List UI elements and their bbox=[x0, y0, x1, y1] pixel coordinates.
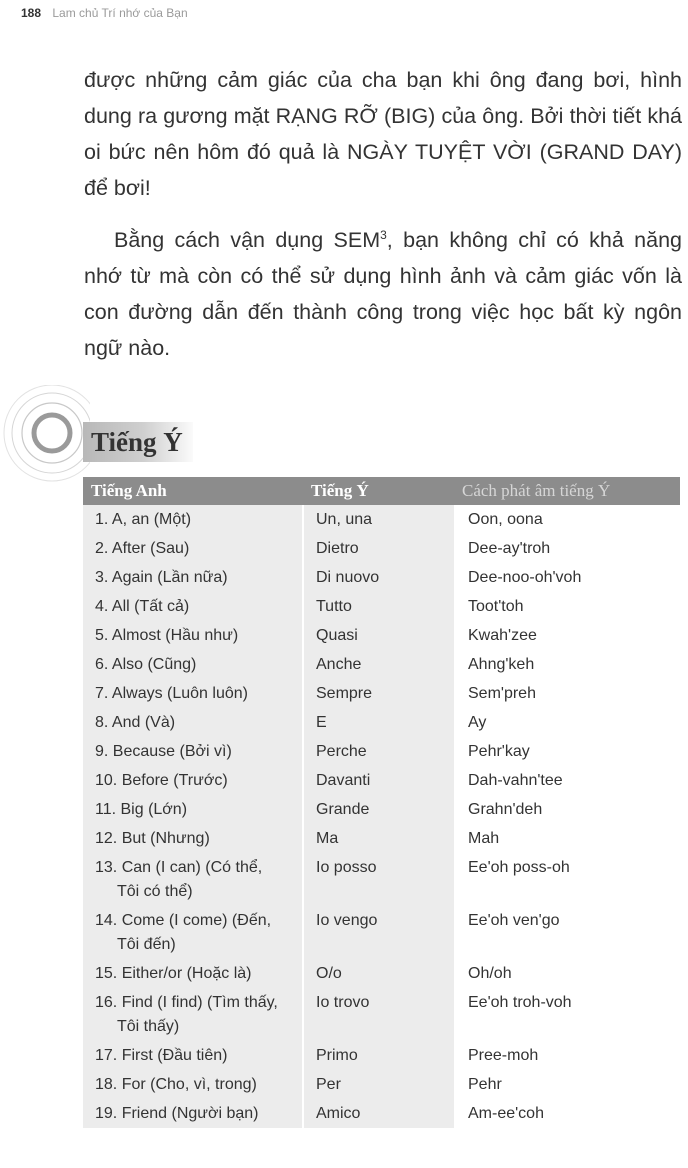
english-word-line: 2. After (Sau) bbox=[95, 540, 190, 557]
english-word-line: 17. First (Đầu tiên) bbox=[95, 1047, 228, 1064]
english-word bbox=[83, 650, 303, 679]
pronunciation: Sem'preh bbox=[454, 679, 680, 708]
english-word-line: 5. Almost (Hầu như) bbox=[95, 627, 239, 644]
english-word-line: 8. And (Và) bbox=[95, 714, 176, 731]
italian-word: Perche bbox=[303, 737, 454, 766]
concentric-circles-icon bbox=[0, 385, 90, 485]
english-word-line: 15. Either/or (Hoặc là) bbox=[95, 965, 252, 982]
page-header bbox=[21, 6, 188, 20]
table-row bbox=[83, 1041, 680, 1070]
pronunciation: Ee'oh ven'go bbox=[454, 906, 680, 959]
pronunciation: Mah bbox=[454, 824, 680, 853]
italian-word: Sempre bbox=[303, 679, 454, 708]
table-row bbox=[83, 988, 680, 1041]
english-word bbox=[83, 795, 303, 824]
english-word bbox=[83, 1099, 303, 1128]
table-row bbox=[83, 592, 680, 621]
paragraph-1: được những cảm giác của cha bạn khi ông đang bơi, hình dung ra gương mặt RẠNG RỠ (BIG) của ông. Bởi thời tiết khá oi bức nên hôm đó quả là NGÀY TUYỆT VỜI (GRAND DAY) để bơi! bbox=[84, 68, 682, 200]
pronunciation: Pehr'kay bbox=[454, 737, 680, 766]
table-row bbox=[83, 824, 680, 853]
italian-word: Anche bbox=[303, 650, 454, 679]
english-word-line: 14. Come (I come) (Đến, bbox=[95, 912, 272, 929]
italian-word: Io posso bbox=[303, 853, 454, 906]
english-word-line: 3. Again (Lần nữa) bbox=[95, 569, 228, 586]
table-row bbox=[83, 505, 680, 534]
english-word bbox=[83, 988, 303, 1041]
english-word-line: 19. Friend (Người bạn) bbox=[95, 1105, 259, 1122]
table-row bbox=[83, 1070, 680, 1099]
pronunciation: Grahn'deh bbox=[454, 795, 680, 824]
italian-word: E bbox=[303, 708, 454, 737]
running-title: Lam chủ Trí nhớ của Bạn bbox=[52, 6, 188, 20]
table-row bbox=[83, 650, 680, 679]
header-english: Tiếng Anh bbox=[83, 477, 303, 505]
pronunciation: Ay bbox=[454, 708, 680, 737]
table-row bbox=[83, 795, 680, 824]
pronunciation: Oon, oona bbox=[454, 505, 680, 534]
header-italian: Tiếng Ý bbox=[303, 477, 454, 505]
table-row bbox=[83, 906, 680, 959]
table-row bbox=[83, 853, 680, 906]
table-body bbox=[83, 505, 680, 1128]
english-word-line: 7. Always (Luôn luôn) bbox=[95, 685, 248, 702]
english-word-line: 11. Big (Lớn) bbox=[95, 801, 188, 818]
table-row bbox=[83, 959, 680, 988]
english-word-line: Tôi có thể) bbox=[117, 883, 193, 900]
english-word bbox=[83, 766, 303, 795]
italian-word: Per bbox=[303, 1070, 454, 1099]
pronunciation: Ahng'keh bbox=[454, 650, 680, 679]
table-row bbox=[83, 679, 680, 708]
italian-word: Quasi bbox=[303, 621, 454, 650]
english-word bbox=[83, 1070, 303, 1099]
table-row bbox=[83, 621, 680, 650]
italian-word: Ma bbox=[303, 824, 454, 853]
table-row bbox=[83, 708, 680, 737]
english-word-line: 12. But (Nhưng) bbox=[95, 830, 210, 847]
italian-word: Grande bbox=[303, 795, 454, 824]
table-row bbox=[83, 766, 680, 795]
english-word bbox=[83, 959, 303, 988]
vocabulary-table bbox=[83, 477, 680, 1128]
english-word bbox=[83, 563, 303, 592]
english-word-line: 9. Because (Bởi vì) bbox=[95, 743, 232, 760]
italian-word: Amico bbox=[303, 1099, 454, 1128]
pronunciation: Dah-vahn'tee bbox=[454, 766, 680, 795]
header-pronunciation: Cách phát âm tiếng Ý bbox=[454, 477, 680, 505]
paragraph-2-rest: , bạn không chỉ có khả năng nhớ từ mà còn có thể sử dụng hình ảnh và cảm giác vốn là con đường dẫn đến thành công trong việc học bất kỳ ngôn ngữ nào. bbox=[84, 228, 682, 360]
pronunciation: Pree-moh bbox=[454, 1041, 680, 1070]
italian-word: Davanti bbox=[303, 766, 454, 795]
table-row bbox=[83, 534, 680, 563]
english-word-line: 13. Can (I can) (Có thể, bbox=[95, 859, 263, 876]
english-word-line: 18. For (Cho, vì, trong) bbox=[95, 1076, 257, 1093]
english-word bbox=[83, 1041, 303, 1070]
italian-word: Io vengo bbox=[303, 906, 454, 959]
english-word bbox=[83, 679, 303, 708]
pronunciation: Ee'oh poss-oh bbox=[454, 853, 680, 906]
english-word bbox=[83, 621, 303, 650]
paragraph-2-start: Bằng cách vận dụng SEM bbox=[114, 228, 381, 252]
english-word-line: 10. Before (Trước) bbox=[95, 772, 228, 789]
table-row bbox=[83, 563, 680, 592]
english-word-line: Tôi đến) bbox=[117, 936, 176, 953]
italian-word: Primo bbox=[303, 1041, 454, 1070]
english-word-line: 1. A, an (Một) bbox=[95, 511, 192, 528]
pronunciation: Dee-ay'troh bbox=[454, 534, 680, 563]
english-word bbox=[83, 906, 303, 959]
english-word bbox=[83, 853, 303, 906]
pronunciation: Kwah'zee bbox=[454, 621, 680, 650]
pronunciation: Oh/oh bbox=[454, 959, 680, 988]
superscript: 3 bbox=[380, 227, 387, 242]
italian-word: Tutto bbox=[303, 592, 454, 621]
italian-word: Io trovo bbox=[303, 988, 454, 1041]
english-word bbox=[83, 737, 303, 766]
paragraph-2 bbox=[84, 222, 682, 366]
italian-word: Dietro bbox=[303, 534, 454, 563]
pronunciation: Dee-noo-oh'voh bbox=[454, 563, 680, 592]
english-word-line: Tôi thấy) bbox=[117, 1018, 180, 1035]
pronunciation: Pehr bbox=[454, 1070, 680, 1099]
table-row bbox=[83, 737, 680, 766]
italian-word: Un, una bbox=[303, 505, 454, 534]
table-row bbox=[83, 1099, 680, 1128]
page-number: 188 bbox=[21, 6, 42, 20]
english-word bbox=[83, 505, 303, 534]
italian-word: O/o bbox=[303, 959, 454, 988]
english-word bbox=[83, 708, 303, 737]
english-word bbox=[83, 534, 303, 563]
english-word-line: 16. Find (I find) (Tìm thấy, bbox=[95, 994, 278, 1011]
section-title: Tiếng Ý bbox=[83, 422, 193, 462]
english-word-line: 6. Also (Cũng) bbox=[95, 656, 197, 673]
pronunciation: Ee'oh troh-voh bbox=[454, 988, 680, 1041]
italian-word: Di nuovo bbox=[303, 563, 454, 592]
table-header-row bbox=[83, 477, 680, 505]
english-word bbox=[83, 592, 303, 621]
pronunciation: Am-ee'coh bbox=[454, 1099, 680, 1128]
pronunciation: Toot'toh bbox=[454, 592, 680, 621]
english-word-line: 4. All (Tất cả) bbox=[95, 598, 190, 615]
english-word bbox=[83, 824, 303, 853]
